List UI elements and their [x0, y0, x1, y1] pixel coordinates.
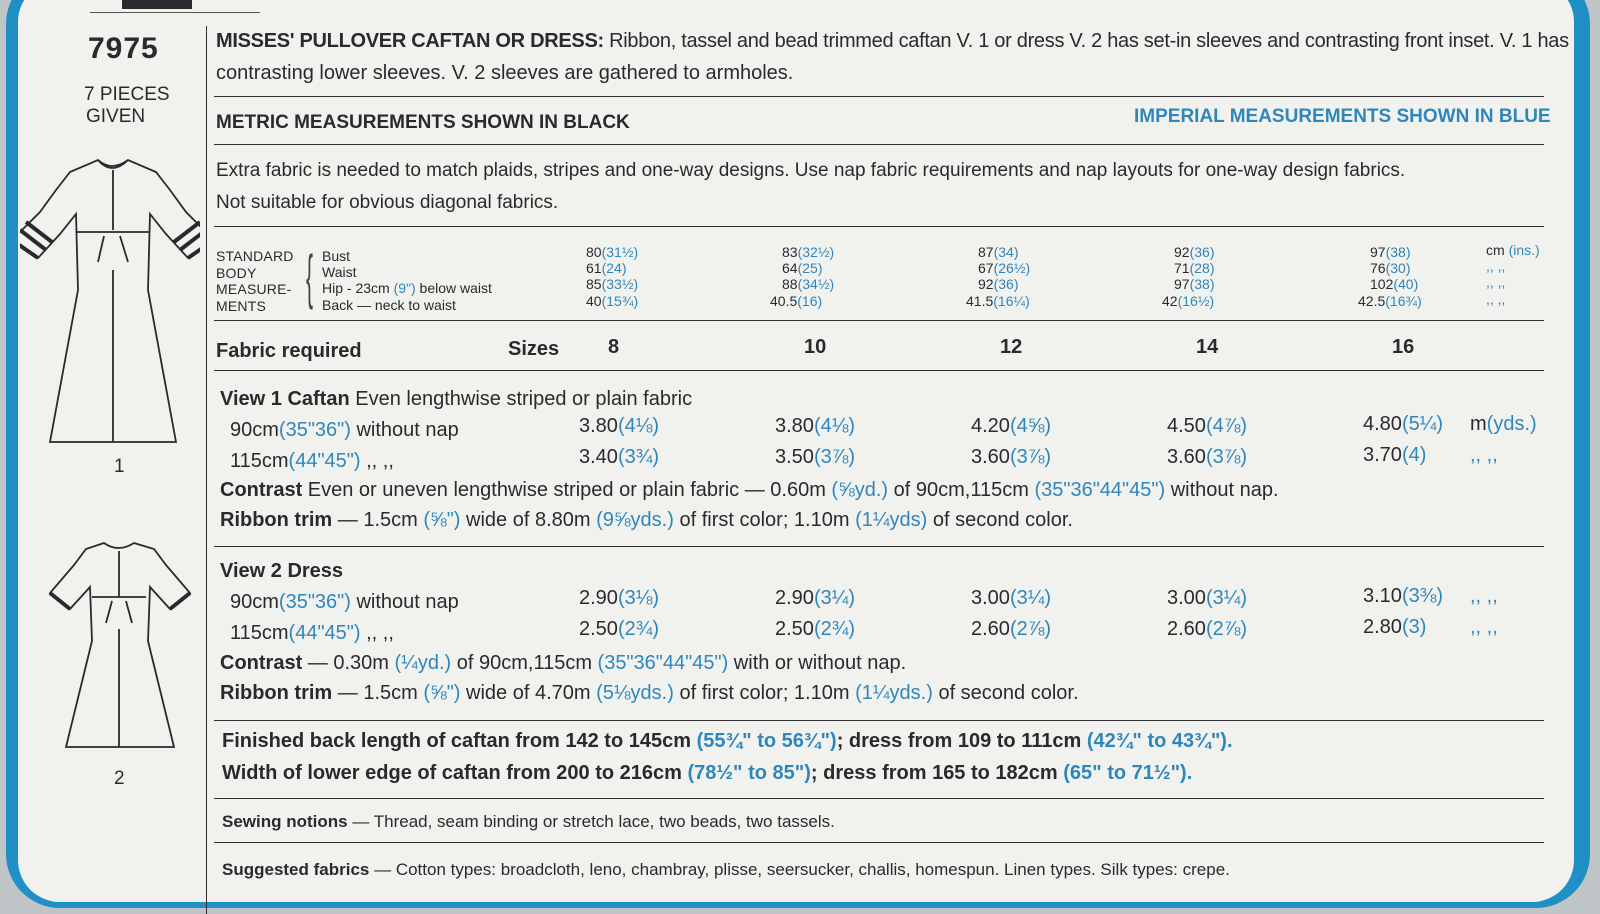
divider-4 — [214, 320, 1544, 321]
size-header: 16 — [1392, 336, 1415, 358]
caftan-illustration — [20, 150, 200, 460]
measurement-name: Back — neck to waist — [322, 297, 456, 313]
view1-yardage-unit — [1470, 444, 1498, 467]
yardage-metric: 3.00 — [971, 587, 1010, 609]
yardage-metric: 3.00 — [1167, 587, 1206, 609]
metric-value: 97 — [1370, 244, 1386, 260]
metric-value: 40 — [586, 293, 602, 309]
body-measurement-value — [586, 293, 638, 309]
body-measurement-label — [322, 280, 492, 296]
unit-metric: cm — [1486, 242, 1509, 258]
imperial-value: (33½) — [601, 276, 639, 292]
dress-illustration — [30, 535, 210, 755]
nap-note: ,, ,, — [360, 450, 394, 472]
unit-imperial: ,, ,, — [1486, 274, 1506, 290]
view1-ribbon-imperial-2: (9⅝yds.) — [596, 509, 674, 531]
imperial-value: (28) — [1189, 260, 1215, 276]
view2-heading — [220, 560, 343, 583]
metric-label: METRIC MEASUREMENTS SHOWN IN BLACK — [216, 112, 630, 133]
yardage-imperial: (2¾) — [813, 618, 856, 640]
lower-edge-imperial-1: (78½" to 85") — [687, 762, 811, 784]
yardage-metric: 2.60 — [971, 618, 1010, 640]
imperial-label: IMPERIAL MEASUREMENTS SHOWN IN BLUE — [1134, 106, 1551, 127]
width-metric: 90cm — [230, 591, 279, 613]
metric-value: 80 — [586, 244, 602, 260]
yardage-imperial: (3⅜) — [1401, 585, 1444, 607]
body-measurement-label — [322, 297, 456, 313]
lower-edge-text-2: ; dress from 165 to 182cm — [810, 762, 1064, 784]
yardage-metric: 3.80 — [775, 415, 814, 437]
view2-yardage-unit — [1470, 585, 1498, 608]
lower-edge-imperial-2: (65" to 71½"). — [1063, 762, 1193, 784]
yardage-imperial: (4⅛) — [813, 415, 856, 437]
size-header: 10 — [804, 336, 827, 358]
view1-yardage-value — [579, 415, 659, 438]
pieces-line-2: GIVEN — [86, 106, 146, 127]
unit-imperial: ,, ,, — [1486, 258, 1506, 274]
metric-value: 67 — [978, 260, 994, 276]
divider-1 — [214, 96, 1544, 97]
yardage-imperial: (4⅛) — [617, 415, 660, 437]
body-measurement-value — [782, 244, 834, 260]
suggested-fabrics-text: — Cotton types: broadcloth, leno, chambray, plisse, seersucker, challis, homespun. Linen types. Silk types: crepe. — [369, 860, 1230, 879]
body-measurement-value — [770, 293, 822, 309]
imperial-value: (16) — [797, 293, 823, 309]
yardage-imperial: (4) — [1401, 444, 1427, 466]
measurements-brace: { — [306, 243, 314, 310]
nap-note: ,, ,, — [360, 622, 394, 644]
view1-yardage-unit — [1470, 413, 1537, 436]
body-measurement-value — [586, 260, 626, 276]
body-measurement-value — [586, 244, 638, 260]
lower-edge-text-1: Width of lower edge of caftan from 200 to 216cm — [222, 762, 688, 784]
metric-value: 102 — [1370, 276, 1394, 292]
sewing-notions — [222, 812, 835, 832]
imperial-value: (24) — [601, 260, 627, 276]
unit-imperial: ,, ,, — [1470, 444, 1498, 466]
body-measurement-value — [1174, 244, 1214, 260]
view2-title: View 2 Dress — [220, 560, 344, 582]
view1-ribbon-text-4: of second color. — [927, 509, 1073, 531]
body-measurement-value — [966, 293, 1030, 309]
view2-fabric-width — [230, 591, 459, 614]
body-measurement-value — [782, 276, 834, 292]
metric-value: 87 — [978, 244, 994, 260]
body-measurement-value — [1370, 260, 1410, 276]
divider-3 — [214, 226, 1544, 227]
yardage-imperial: (3⅞) — [813, 446, 856, 468]
view2-yardage-value — [1363, 585, 1443, 608]
fabric-note-1: Extra fabric is needed to match plaids, stripes and one-way designs. Use nap fabric requirements and nap layouts for one-way design fabrics. — [216, 160, 1406, 181]
view1-contrast-text-3: without nap. — [1165, 479, 1279, 501]
view1-contrast-imperial-1: (⅝yd.) — [831, 479, 889, 501]
view1-title: View 1 Caftan — [220, 388, 350, 410]
metric-value: 92 — [1174, 244, 1190, 260]
view2-ribbon-imperial-3: (1¼yds.) — [855, 682, 933, 704]
view1-ribbon-label: Ribbon trim — [220, 509, 333, 531]
body-measurement-value — [1174, 276, 1214, 292]
view2-yardage-value — [579, 587, 659, 610]
yardage-metric: 2.90 — [775, 587, 814, 609]
view1-contrast — [220, 479, 1279, 502]
metric-value: 88 — [782, 276, 798, 292]
finished-length-imperial-1: (55¾" to 56¾") — [696, 730, 837, 752]
imperial-value: (16¾) — [1385, 293, 1422, 309]
view2-ribbon-text-2: wide of 4.70m — [460, 682, 597, 704]
body-measurement-value — [1358, 293, 1422, 309]
yardage-metric: 4.50 — [1167, 415, 1206, 437]
view2-yardage-value — [971, 618, 1051, 641]
metric-value: 76 — [1370, 260, 1386, 276]
yardage-metric: 2.90 — [579, 587, 618, 609]
imperial-value: (25) — [797, 260, 823, 276]
view1-yardage-value — [971, 415, 1051, 438]
view1-fabric-width — [230, 419, 459, 442]
width-imperial: (44"45") — [288, 622, 361, 644]
divider-5 — [214, 370, 1544, 371]
view2-contrast-text-1: — 0.30m — [302, 652, 395, 674]
view2-contrast — [220, 652, 906, 675]
body-measurement-value — [586, 276, 638, 292]
imperial-value: (31½) — [601, 244, 639, 260]
view2-contrast-imperial-1: (¼yd.) — [394, 652, 452, 674]
view2-ribbon-text-3: of first color; 1.10m — [673, 682, 856, 704]
view1-yardage-value — [971, 446, 1051, 469]
yardage-imperial: (4⅝) — [1009, 415, 1052, 437]
nap-note: without nap — [350, 419, 459, 441]
width-imperial: (44"45") — [288, 450, 361, 472]
divider-8 — [214, 798, 1544, 799]
yardage-imperial: (2¾) — [617, 618, 660, 640]
finished-length — [222, 730, 1233, 753]
imperial-value: (34½) — [797, 276, 835, 292]
view2-yardage-value — [1167, 587, 1247, 610]
finished-length-imperial-2: (42¾" to 43¾"). — [1086, 730, 1233, 752]
metric-value: 61 — [586, 260, 602, 276]
view2-yardage-value — [971, 587, 1051, 610]
view1-ribbon-text-1: — 1.5cm — [332, 509, 424, 531]
measurements-label — [216, 248, 294, 314]
view1-yardage-value — [579, 446, 659, 469]
imperial-value: (40) — [1393, 276, 1419, 292]
imperial-value: (36) — [1189, 244, 1215, 260]
view2-figure-label: 2 — [114, 768, 125, 789]
yardage-metric: 2.50 — [579, 618, 618, 640]
fabric-note-2: Not suitable for obvious diagonal fabrics. — [216, 192, 559, 213]
yardage-imperial: (3¼) — [813, 587, 856, 609]
view2-ribbon-label: Ribbon trim — [220, 682, 333, 704]
suggested-fabrics-label: Suggested fabrics — [222, 860, 370, 879]
view1-yardage-value — [775, 415, 855, 438]
view2-contrast-label: Contrast — [220, 652, 303, 674]
width-metric: 90cm — [230, 419, 279, 441]
measurement-unit — [1486, 258, 1505, 274]
imperial-value: (16½) — [1177, 293, 1215, 309]
imperial-value: (30) — [1385, 260, 1411, 276]
imperial-value: (32½) — [797, 244, 835, 260]
view1-fabric-type: Even lengthwise striped or plain fabric — [349, 388, 693, 410]
body-measurement-value — [1370, 276, 1418, 292]
yardage-metric: 3.50 — [775, 446, 814, 468]
unit-imperial: ,, ,, — [1486, 291, 1506, 307]
view1-yardage-value — [1363, 444, 1426, 467]
yardage-metric: 3.10 — [1363, 585, 1402, 607]
pieces-count — [84, 84, 170, 128]
pieces-line-1: 7 PIECES — [84, 84, 170, 105]
view2-yardage-value — [1167, 618, 1247, 641]
view1-heading — [220, 388, 692, 411]
body-measurement-value — [782, 260, 822, 276]
yardage-imperial: (3⅞) — [1009, 446, 1052, 468]
metric-value: 85 — [586, 276, 602, 292]
divider-7 — [214, 720, 1544, 721]
yardage-metric: 4.20 — [971, 415, 1010, 437]
pattern-title: MISSES' PULLOVER CAFTAN OR DRESS: — [216, 30, 604, 52]
view1-ribbon-imperial-3: (1¼yds) — [855, 509, 928, 531]
measurement-name-suffix: below waist — [415, 280, 492, 296]
view1-yardage-value — [775, 446, 855, 469]
unit-imperial: ,, ,, — [1470, 616, 1498, 638]
measurement-name-imperial: (9") — [393, 280, 416, 296]
imperial-value: (38) — [1385, 244, 1411, 260]
yardage-imperial: (5¼) — [1401, 413, 1444, 435]
metric-value: 42.5 — [1358, 293, 1386, 309]
view2-contrast-text-2: of 90cm,115cm — [451, 652, 598, 674]
unit-imperial: (yds.) — [1486, 413, 1537, 435]
view1-yardage-value — [1363, 413, 1443, 436]
measurements-label-1: STANDARD — [216, 248, 294, 264]
view1-contrast-label: Contrast — [220, 479, 303, 501]
view2-yardage-unit — [1470, 616, 1498, 639]
view1-ribbon — [220, 509, 1073, 532]
nap-note: without nap — [350, 591, 459, 613]
body-measurement-value — [1162, 293, 1214, 309]
view2-yardage-value — [1363, 616, 1426, 639]
column-divider — [206, 26, 207, 914]
description-text-1: Ribbon, tassel and bead trimmed caftan V. 1 or dress V. 2 has set-in sleeves and contrasting front inset. V. 1 has — [603, 30, 1569, 52]
yardage-imperial: (3¼) — [1009, 587, 1052, 609]
measurement-unit — [1486, 274, 1505, 290]
metric-value: 71 — [1174, 260, 1190, 276]
yardage-metric: 3.40 — [579, 446, 618, 468]
measurement-unit — [1486, 242, 1540, 258]
measurements-label-2: BODY — [216, 264, 257, 281]
width-metric: 115cm — [230, 622, 289, 644]
body-measurement-label — [322, 264, 356, 280]
sewing-notions-label: Sewing notions — [222, 812, 348, 831]
yardage-metric: 3.60 — [971, 446, 1010, 468]
fabric-required-label: Fabric required — [216, 340, 362, 362]
imperial-value: (36) — [993, 276, 1019, 292]
view1-ribbon-text-3: of first color; 1.10m — [673, 509, 856, 531]
unit-imperial: (ins.) — [1508, 242, 1540, 258]
body-measurement-value — [978, 260, 1030, 276]
view2-yardage-value — [579, 618, 659, 641]
imperial-value: (16¼) — [993, 293, 1030, 309]
finished-length-text-2: ; dress from 109 to 111cm — [836, 730, 1087, 752]
yardage-imperial: (2⅞) — [1009, 618, 1052, 640]
unit-metric: m — [1470, 413, 1487, 435]
metric-value: 40.5 — [770, 293, 798, 309]
measurement-name: Bust — [322, 248, 351, 264]
yardage-imperial: (3¾) — [617, 446, 660, 468]
yardage-metric: 3.80 — [579, 415, 618, 437]
yardage-metric: 3.60 — [1167, 446, 1206, 468]
view2-ribbon-imperial-1: (⅝") — [423, 682, 461, 704]
metric-value: 42 — [1162, 293, 1178, 309]
yardage-metric: 4.80 — [1363, 413, 1402, 435]
measurements-label-3: MEASURE- — [216, 281, 292, 297]
view1-contrast-imperial-2: (35"36"44"45") — [1034, 479, 1166, 501]
lower-edge-width — [222, 762, 1192, 785]
yardage-imperial: (4⅞) — [1205, 415, 1248, 437]
yardage-metric: 2.50 — [775, 618, 814, 640]
body-measurement-label — [322, 248, 350, 264]
yardage-metric: 2.60 — [1167, 618, 1206, 640]
view2-ribbon-text-4: of second color. — [932, 682, 1079, 704]
view1-contrast-text-2: of 90cm,115cm — [888, 479, 1035, 501]
pattern-description-line-1 — [216, 30, 1569, 53]
yardage-imperial: (3⅞) — [1205, 446, 1248, 468]
imperial-value: (38) — [1189, 276, 1215, 292]
metric-value: 41.5 — [966, 293, 994, 309]
width-metric: 115cm — [230, 450, 289, 472]
view2-yardage-value — [775, 618, 855, 641]
sizes-label: Sizes — [508, 338, 560, 360]
metric-value: 64 — [782, 260, 798, 276]
view2-contrast-text-3: with or without nap. — [728, 652, 907, 674]
view1-yardage-value — [1167, 415, 1247, 438]
view2-contrast-imperial-2: (35"36"44"45") — [597, 652, 729, 674]
metric-value: 97 — [1174, 276, 1190, 292]
width-imperial: (35"36") — [278, 419, 351, 441]
divider-9 — [214, 842, 1544, 843]
divider-2 — [214, 144, 1544, 145]
imperial-value: (15¾) — [601, 293, 639, 309]
pattern-number: 7975 — [88, 32, 159, 65]
metric-value: 92 — [978, 276, 994, 292]
pattern-description-line-2: contrasting lower sleeves. V. 2 sleeves are gathered to armholes. — [216, 62, 794, 84]
metric-value: 83 — [782, 244, 798, 260]
size-header: 8 — [608, 336, 620, 358]
yardage-imperial: (3⅛) — [617, 587, 660, 609]
view1-fabric-width — [230, 450, 394, 473]
measurements-label-4: MENTS — [216, 297, 266, 314]
body-measurement-value — [978, 276, 1018, 292]
body-measurement-value — [1370, 244, 1410, 260]
unit-imperial: ,, ,, — [1470, 585, 1498, 607]
view2-ribbon-imperial-2: (5⅛yds.) — [596, 682, 674, 704]
measurement-name: Hip - 23cm — [322, 280, 394, 296]
yardage-imperial: (3) — [1401, 616, 1427, 638]
body-measurement-value — [978, 244, 1018, 260]
view2-fabric-width — [230, 622, 394, 645]
top-label-strip — [90, 0, 260, 13]
yardage-metric: 3.70 — [1363, 444, 1402, 466]
view2-ribbon-text-1: — 1.5cm — [332, 682, 424, 704]
width-imperial: (35"36") — [278, 591, 351, 613]
view2-ribbon — [220, 682, 1079, 705]
view1-yardage-value — [1167, 446, 1247, 469]
sewing-notions-text: — Thread, seam binding or stretch lace, two beads, two tassels. — [347, 812, 835, 831]
size-header: 14 — [1196, 336, 1219, 358]
view1-ribbon-text-2: wide of 8.80m — [460, 509, 597, 531]
view1-contrast-text-1: Even or uneven lengthwise striped or plain fabric — 0.60m — [302, 479, 832, 501]
divider-6 — [214, 546, 1544, 547]
body-measurement-value — [1174, 260, 1214, 276]
measurement-name: Waist — [322, 264, 357, 280]
suggested-fabrics — [222, 860, 1230, 880]
finished-length-text-1: Finished back length of caftan from 142 to 145cm — [222, 730, 697, 752]
measurement-unit — [1486, 291, 1505, 307]
yardage-imperial: (2⅞) — [1205, 618, 1248, 640]
yardage-metric: 2.80 — [1363, 616, 1402, 638]
view2-yardage-value — [775, 587, 855, 610]
imperial-value: (26½) — [993, 260, 1031, 276]
imperial-value: (34) — [993, 244, 1019, 260]
size-header: 12 — [1000, 336, 1023, 358]
yardage-imperial: (3¼) — [1205, 587, 1248, 609]
view1-figure-label: 1 — [114, 456, 125, 477]
view1-ribbon-imperial-1: (⅝") — [423, 509, 461, 531]
